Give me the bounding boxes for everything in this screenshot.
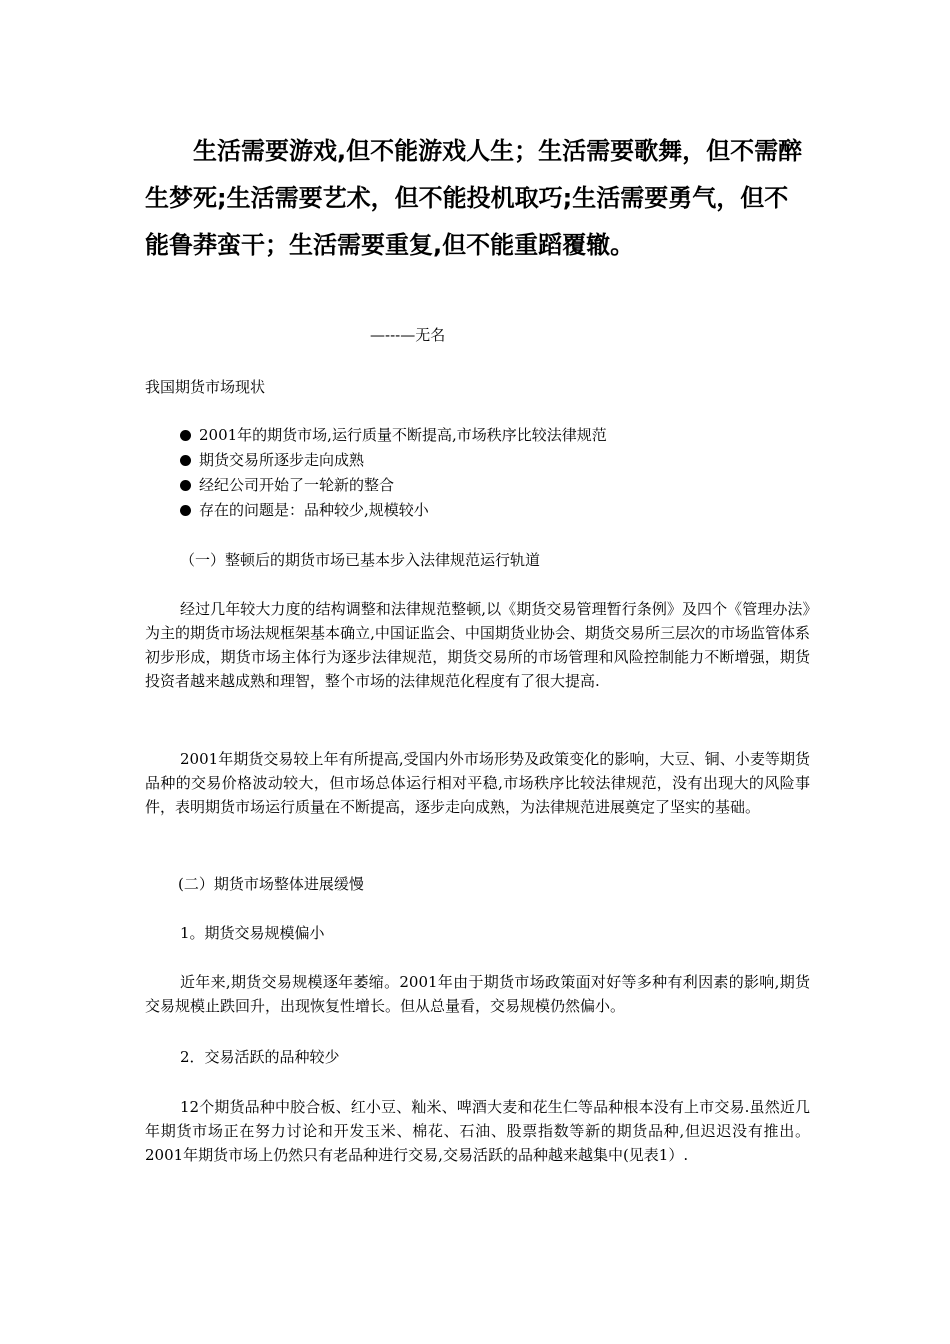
bullet-text: 经纪公司开始了一轮新的整合 bbox=[199, 476, 395, 494]
paragraph: 2001年期货交易较上年有所提高,受国内外市场形势及政策变化的影响，大豆、铜、小麦等期货品种的交易价格波动较大，但市场总体运行相对平稳,市场秩序比较法律规范，没有出现大的风险事件，表明期货市场运行质量在不断提高，逐步走向成熟，为法律规范进展奠定了坚实的基础。 bbox=[145, 750, 810, 816]
bullet-text: 2001年的期货市场,运行质量不断提高,市场秩序比较法律规范 bbox=[199, 426, 607, 444]
bullet-item bbox=[180, 448, 607, 473]
bullet-icon bbox=[180, 480, 191, 491]
document-heading: 我国期货市场现状 bbox=[145, 378, 266, 396]
bullet-text: 存在的问题是：品种较少,规模较小 bbox=[199, 501, 429, 519]
bullet-icon bbox=[180, 455, 191, 466]
bullet-icon bbox=[180, 505, 191, 516]
bullet-list bbox=[180, 423, 607, 523]
bullet-item bbox=[180, 498, 607, 523]
epigraph-quote: 生活需要游戏,但不能游戏人生；生活需要歌舞，但不需醉生梦死;生活需要艺术，但不能投机取巧;生活需要勇气，但不能鲁莽蛮干；生活需要重复,但不能重蹈覆辙。 bbox=[145, 137, 803, 259]
subsection-title-1: 1。期货交易规模偏小 bbox=[180, 924, 325, 942]
bullet-text: 期货交易所逐步走向成熟 bbox=[199, 451, 365, 469]
bullet-item bbox=[180, 423, 607, 448]
bullet-item bbox=[180, 473, 607, 498]
quote-attribution: —---—无名 bbox=[370, 326, 446, 344]
section-title-2: (二）期货市场整体进展缓慢 bbox=[178, 875, 364, 893]
paragraph: 12个期货品种中胶合板、红小豆、籼米、啤酒大麦和花生仁等品种根本没有上市交易.虽然近几年期货市场正在努力讨论和开发玉米、棉花、石油、股票指数等新的期货品种,但迟迟没有推出。2001年期货市场上仍然只有老品种进行交易,交易活跃的品种越来越集中(见表1）. bbox=[145, 1098, 810, 1164]
subsection-title-2: 2．交易活跃的品种较少 bbox=[180, 1048, 340, 1066]
bullet-icon bbox=[180, 430, 191, 441]
paragraph: 经过几年较大力度的结构调整和法律规范整顿,以《期货交易管理暂行条例》及四个《管理办法》为主的期货市场法规框架基本确立,中国证监会、中国期货业协会、期货交易所三层次的市场监管体系初步形成，期货市场主体行为逐步法律规范，期货交易所的市场管理和风险控制能力不断增强，期货投资者越来越成熟和理智，整个市场的法律规范化程度有了很大提高. bbox=[145, 600, 810, 690]
paragraph: 近年来,期货交易规模逐年萎缩。2001年由于期货市场政策面对好等多种有利因素的影响,期货交易规模止跌回升，出现恢复性增长。但从总量看，交易规模仍然偏小。 bbox=[145, 973, 810, 1015]
section-title-1: （一）整顿后的期货市场已基本步入法律规范运行轨道 bbox=[180, 551, 541, 569]
